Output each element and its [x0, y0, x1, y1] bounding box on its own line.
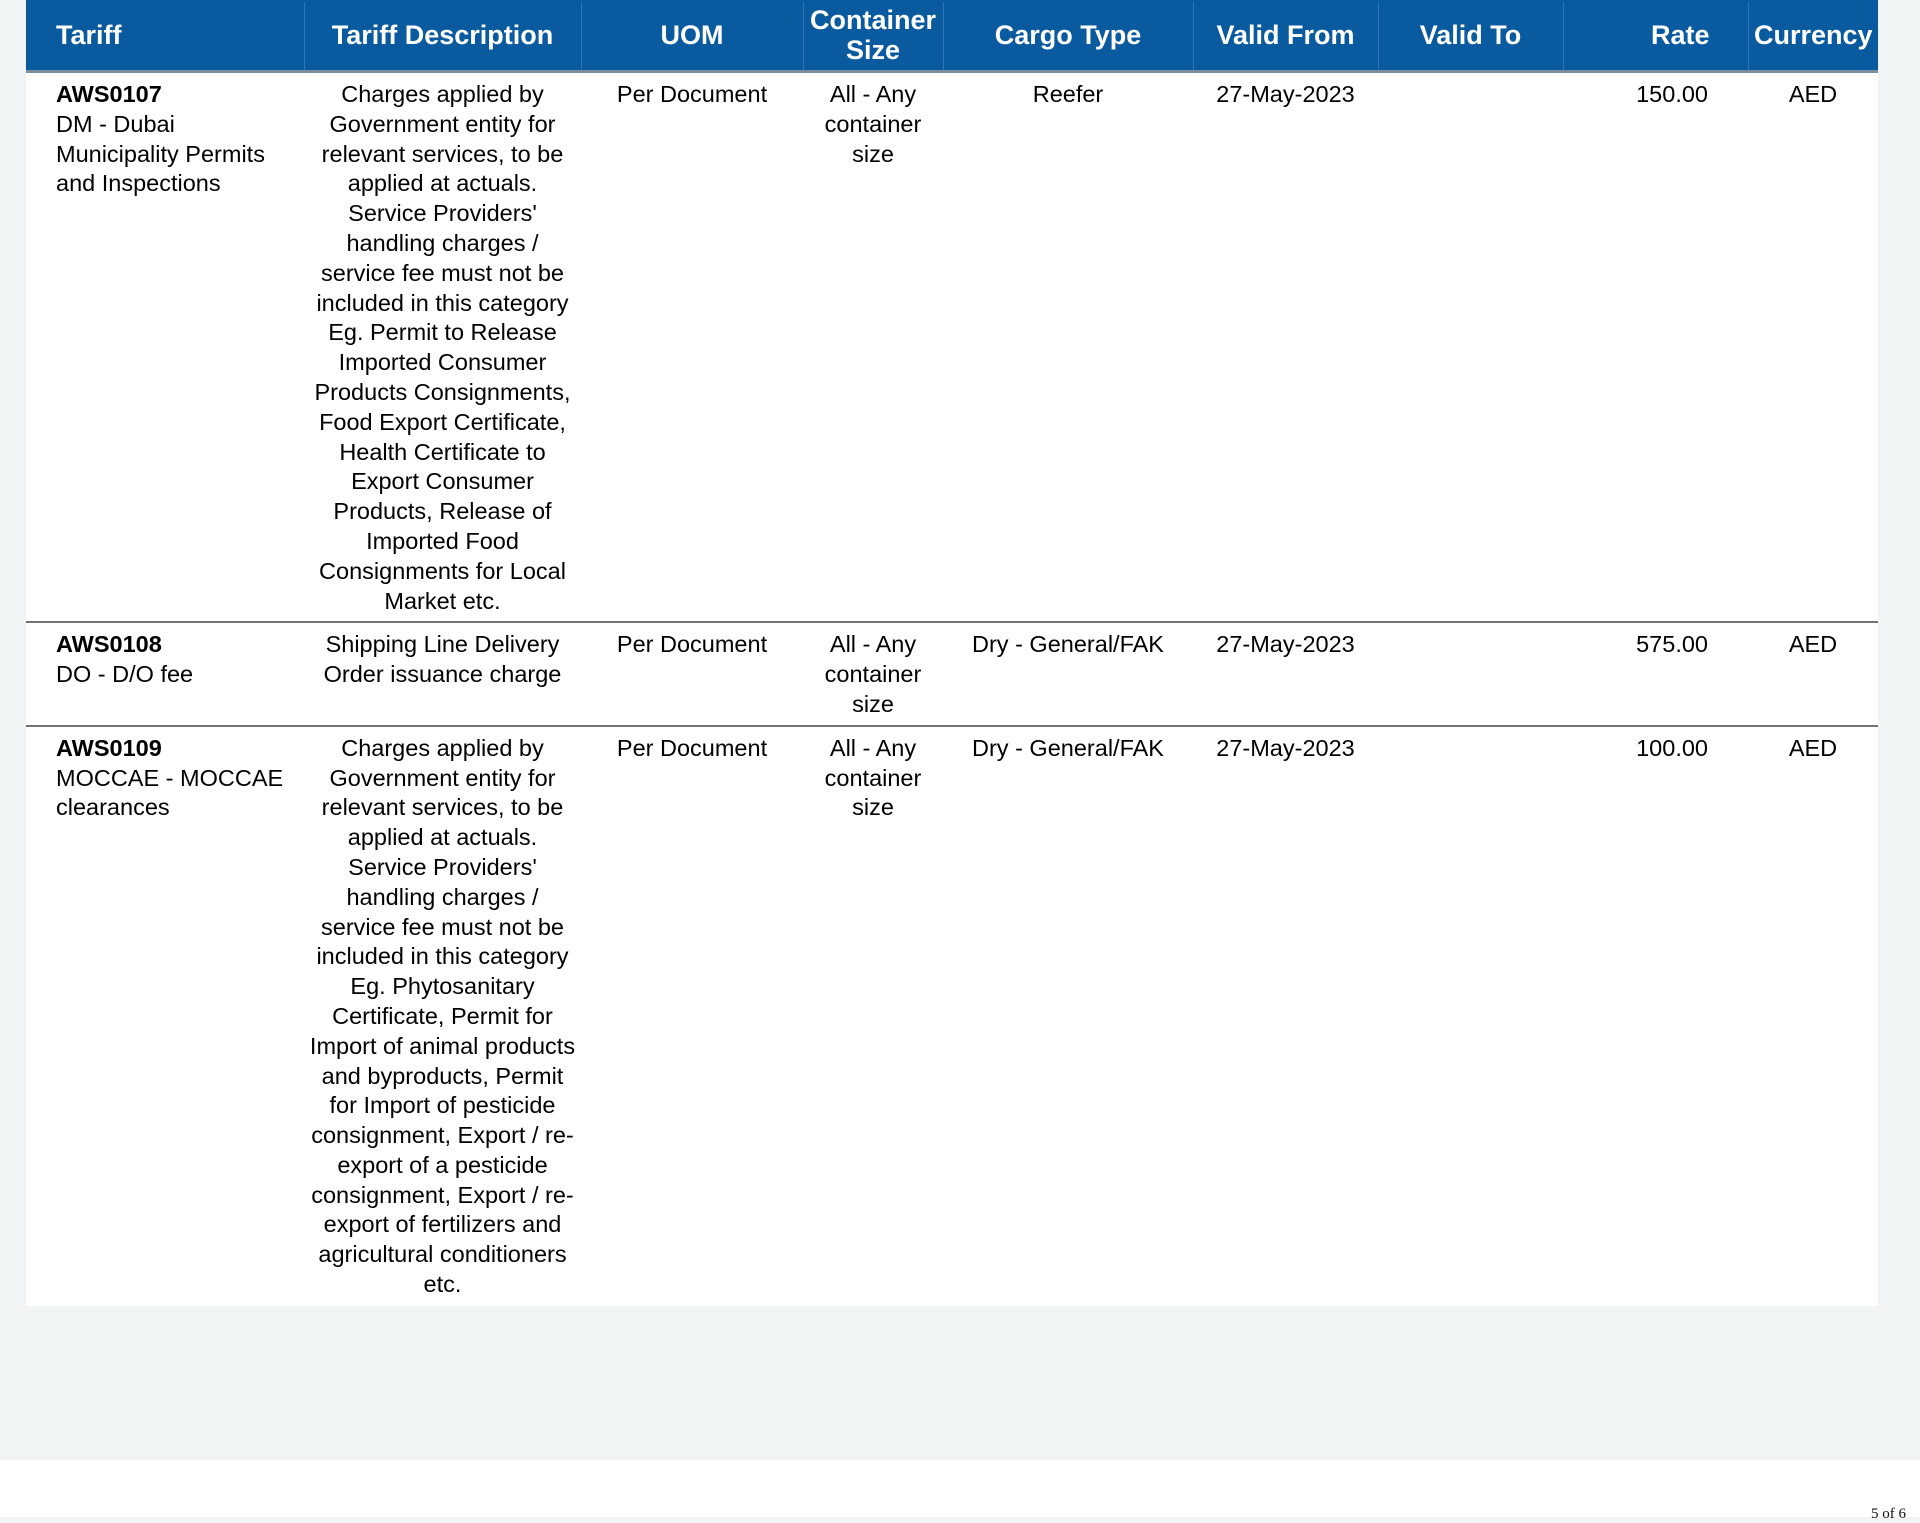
- cell-container-size: All - Any container size: [803, 622, 943, 725]
- cell-currency: AED: [1748, 72, 1878, 623]
- tariff-name: DM - Dubai Municipality Permits and Inspections: [56, 110, 265, 197]
- cell-rate: 575.00: [1563, 622, 1748, 725]
- cell-valid-from: 27-May-2023: [1193, 726, 1378, 1306]
- cell-valid-to: [1378, 622, 1563, 725]
- cell-cargo-type: Dry - General/FAK: [943, 726, 1193, 1306]
- cell-currency: AED: [1748, 726, 1878, 1306]
- cell-rate: 100.00: [1563, 726, 1748, 1306]
- page-bottom-margin: [0, 1460, 1920, 1517]
- cell-description: Shipping Line Delivery Order issuance charge: [304, 622, 581, 725]
- page-number: 5 of 6: [1871, 1506, 1906, 1522]
- table-row: [26, 72, 1878, 623]
- cell-currency: AED: [1748, 622, 1878, 725]
- header-rate: Rate: [1563, 1, 1748, 72]
- cell-uom: Per Document: [581, 622, 803, 725]
- cell-valid-from: 27-May-2023: [1193, 622, 1378, 725]
- header-cargo-type: Cargo Type: [943, 1, 1193, 72]
- tariff-table-container: [26, 0, 1878, 1306]
- header-tariff-description: Tariff Description: [304, 1, 581, 72]
- cell-tariff: [26, 72, 304, 623]
- cell-container-size: All - Any container size: [803, 726, 943, 1306]
- cell-uom: Per Document: [581, 72, 803, 623]
- table-header-row: [26, 1, 1878, 72]
- header-tariff: Tariff: [26, 1, 304, 72]
- tariff-name: DO - D/O fee: [56, 661, 194, 688]
- cell-tariff: [26, 726, 304, 1306]
- header-valid-from: Valid From: [1193, 1, 1378, 72]
- header-valid-to: Valid To: [1378, 1, 1563, 72]
- header-uom: UOM: [581, 1, 803, 72]
- tariff-code: AWS0107: [56, 81, 162, 107]
- tariff-table: [26, 0, 1878, 1306]
- cell-valid-to: [1378, 72, 1563, 623]
- cell-description: Charges applied by Government entity for relevant services, to be applied at actuals. Service Providers' handling charges / service fee must not be included in this category Eg. Phytosanitary Certificate, Permit for Import of animal products and byproducts, Permit for Import of pesticide consignment, Export / re-export of a pesticide consignment, Export / re-export of fertilizers and agricultural conditioners etc.: [304, 726, 581, 1306]
- tariff-name: MOCCAE - MOCCAE clearances: [56, 764, 284, 821]
- cell-container-size: All - Any container size: [803, 72, 943, 623]
- cell-description: Charges applied by Government entity for relevant services, to be applied at actuals. Service Providers' handling charges / service fee must not be included in this category Eg. Permit to Release Imported Consumer Products Consignments, Food Export Certificate, Health Certificate to Export Consumer Products, Release of Imported Food Consignments for Local Market etc.: [304, 72, 581, 623]
- table-row: [26, 726, 1878, 1306]
- tariff-code: AWS0108: [56, 631, 162, 658]
- header-container-size: Container Size: [803, 1, 943, 72]
- cell-tariff: [26, 622, 304, 725]
- tariff-code: AWS0109: [56, 734, 162, 761]
- cell-valid-to: [1378, 726, 1563, 1306]
- table-row: [26, 622, 1878, 725]
- cell-rate: 150.00: [1563, 72, 1748, 623]
- cell-uom: Per Document: [581, 726, 803, 1306]
- cell-cargo-type: Dry - General/FAK: [943, 622, 1193, 725]
- cell-valid-from: 27-May-2023: [1193, 72, 1378, 623]
- cell-cargo-type: Reefer: [943, 72, 1193, 623]
- header-currency: Currency: [1748, 1, 1878, 72]
